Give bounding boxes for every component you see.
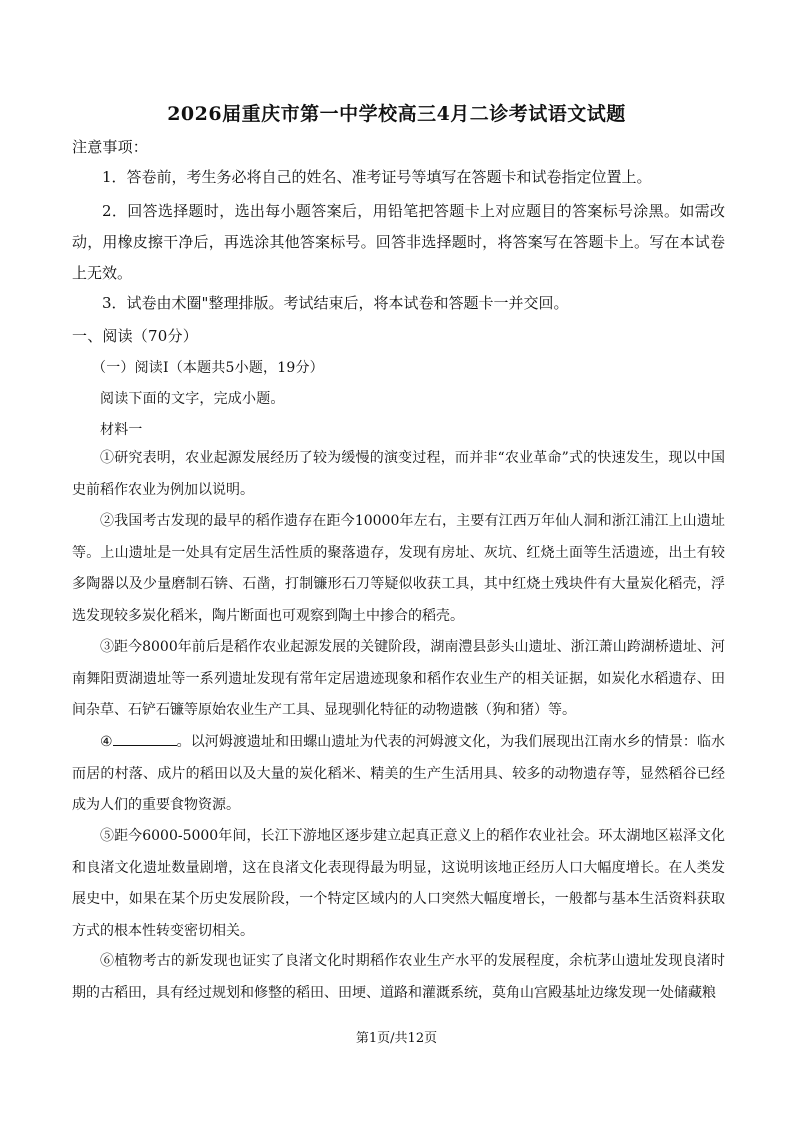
subsection-heading: （一）阅读Ⅰ（本题共5小题，19分） — [92, 360, 324, 376]
notice-item-1: 1．答卷前，考生务必将自己的姓名、准考证号等填写在答题卡和试卷指定位置上。 — [102, 168, 652, 186]
section-heading: 一、阅读（70分） — [72, 327, 198, 345]
paragraph-6: ⑥植物考古的新发现也证实了良渚文化时期稻作农业生产水平的发展程度，余杭茅山遗址发现良渚时期的古稻田，具有经过规划和修整的稻田、田埂、道路和灌溉系统，莫角山宫殿基址边缘发现一处储藏粮 — [72, 953, 725, 1001]
material-label: 材料一 — [100, 422, 143, 438]
paragraph-4 — [72, 727, 725, 822]
paragraph-3: ③距今8000年前后是稻作农业起源发展的关键阶段，湖南澧县彭头山遗址、浙江萧山跨湖桥遗址、河南舞阳贾湖遗址等一系列遗址发现有常年定居遗迹现象和稻作农业生产的相关证据，如炭化水稻遗存、田间杂草、石铲石镰等原始农业生产工具、显现驯化特征的动物遗骸（狗和猪）等。 — [72, 639, 725, 718]
paragraph-1: ①研究表明，农业起源发展经历了较为缓慢的演变过程，而并非“农业革命”式的快速发生，现以中国史前稻作农业为例加以说明。 — [72, 450, 725, 498]
notice-item-2: 2．回答选择题时，选出每小题答案后，用铅笔把答题卡上对应题目的答案标号涂黑。如需改动，用橡皮擦干净后，再选涂其他答案标号。回答非选择题时，将答案写在答题卡上。写在本试卷上无效。 — [72, 202, 725, 282]
notice-heading: 注意事项： — [72, 138, 149, 156]
paragraph-4-number: ④ — [100, 734, 113, 750]
paragraph-2: ②我国考古发现的最早的稻作遗存在距今10000年左右，主要有江西万年仙人洞和浙江浦江上山遗址等。上山遗址是一处具有定居生活性质的聚落遗存，发现有房址、灰坑、红烧土面等生活遗迹，出土有较多陶器以及少量磨制石锛、石凿，打制镰形石刀等疑似收获工具，其中红烧土残块件有大量炭化稻壳，浮选发现较多炭化稻米，陶片断面也可观察到陶土中掺合的稻壳。 — [72, 513, 725, 624]
page-footer: 第1页/共12页 — [355, 1031, 438, 1046]
page-title: 2026届重庆市第一中学校高三4月二诊考试语文试题 — [167, 103, 626, 125]
paragraph-4-text: 。以河姆渡遗址和田螺山遗址为代表的河姆渡文化，为我们展现出江南水乡的情景：临水而居的村落、成片的稻田以及大量的炭化稻米、精美的生产生活用具、较多的动物遗存等，显然稻谷已经成为人们的重要食物资源。 — [72, 734, 725, 813]
fill-in-blank — [113, 733, 177, 746]
paragraph-5: ⑤距今6000-5000年间，长江下游地区逐步建立起真正意义上的稻作农业社会。环太湖地区崧泽文化和良渚文化遗址数量剧增，这在良渚文化表现得最为明显，这说明该地正经历人口大幅度增长。在人类发展史中，如果在某个历史发展阶段，一个特定区域内的人口突然大幅度增长，一般都与基本生活资料获取方式的根本性转变密切相关。 — [72, 828, 725, 939]
notice-item-3: 3．试卷由术圈"整理排版。考试结束后，将本试卷和答题卡一并交回。 — [102, 294, 569, 312]
instruction-text: 阅读下面的文字，完成小题。 — [100, 391, 285, 407]
